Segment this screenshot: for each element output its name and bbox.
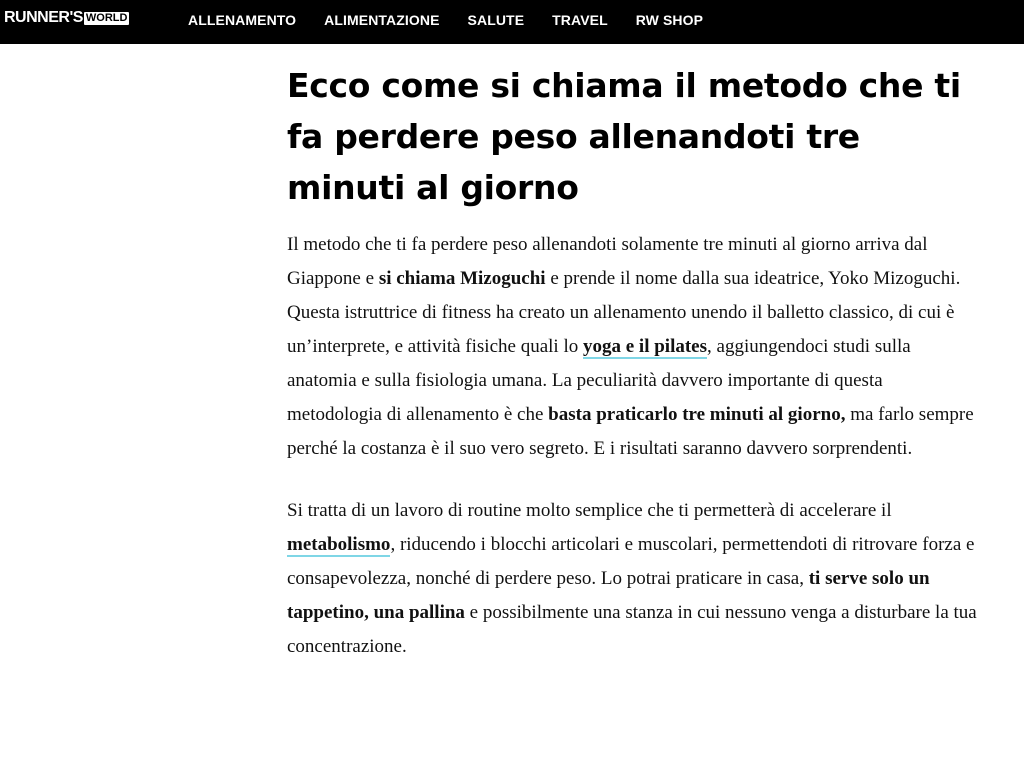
nav-item-alimentazione[interactable]: ALIMENTAZIONE (324, 12, 440, 28)
p1-bold-1: si chiama Mizoguchi (378, 268, 546, 289)
runners-world-logo[interactable] (4, 9, 129, 27)
article-paragraph-1 (287, 228, 977, 466)
article-body (287, 60, 977, 664)
nav-item-rw-shop[interactable]: RW SHOP (635, 12, 704, 28)
link-metabolismo[interactable]: metabolismo (287, 534, 391, 555)
nav-item-travel[interactable]: TRAVEL (552, 12, 608, 28)
p1-text-4: ma farlo sempre perché la costanza è il suo vero segreto. E i risultati saranno davvero sorprendenti. (287, 404, 974, 459)
site-header (0, 0, 1024, 44)
p1-text-2: e prende il nome dalla sua ideatrice, Yoko Mizoguchi. Questa istruttrice di fitness ha creato un allenamento unendo il balletto classico, di cui è un’interprete, e attività fisiche quali lo (287, 268, 961, 357)
logo-world-badge: WORLD (85, 11, 128, 24)
p2-text-1: Si tratta di un lavoro di routine molto semplice che ti permetterà di accelerare il (287, 500, 892, 521)
p2-text-3: e possibilmente una stanza in cui nessuno venga a disturbare la tua concentrazione. (287, 602, 977, 657)
main-nav (188, 12, 731, 28)
article-title: Ecco come si chiama il metodo che ti fa perdere peso allenandoti tre minuti al giorno (287, 66, 961, 207)
p1-text-3: , aggiungendoci studi sulla anatomia e sulla fisiologia umana. La peculiarità davvero importante di questa metodologia di allenamento è che (287, 336, 911, 425)
p2-text-2: , riducendo i blocchi articolari e muscolari, permettendoti di ritrovare forza e consapevolezza, nonché di perdere peso. Lo potrai praticare in casa, (287, 534, 975, 589)
p1-text-1: Il metodo che ti fa perdere peso allenandoti solamente tre minuti al giorno arriva dal Giappone e (287, 234, 928, 289)
nav-item-allenamento[interactable]: ALLENAMENTO (188, 12, 297, 28)
logo-brand: RUNNER'S (4, 9, 83, 26)
p1-bold-2: basta praticarlo tre minuti al giorno, (548, 404, 846, 425)
p2-bold-1: ti serve solo un tappetino, una pallina (287, 568, 930, 623)
link-yoga-pilates[interactable]: yoga e il pilates (582, 336, 708, 357)
article-paragraph-2 (287, 494, 977, 664)
nav-item-salute[interactable]: SALUTE (467, 12, 525, 28)
